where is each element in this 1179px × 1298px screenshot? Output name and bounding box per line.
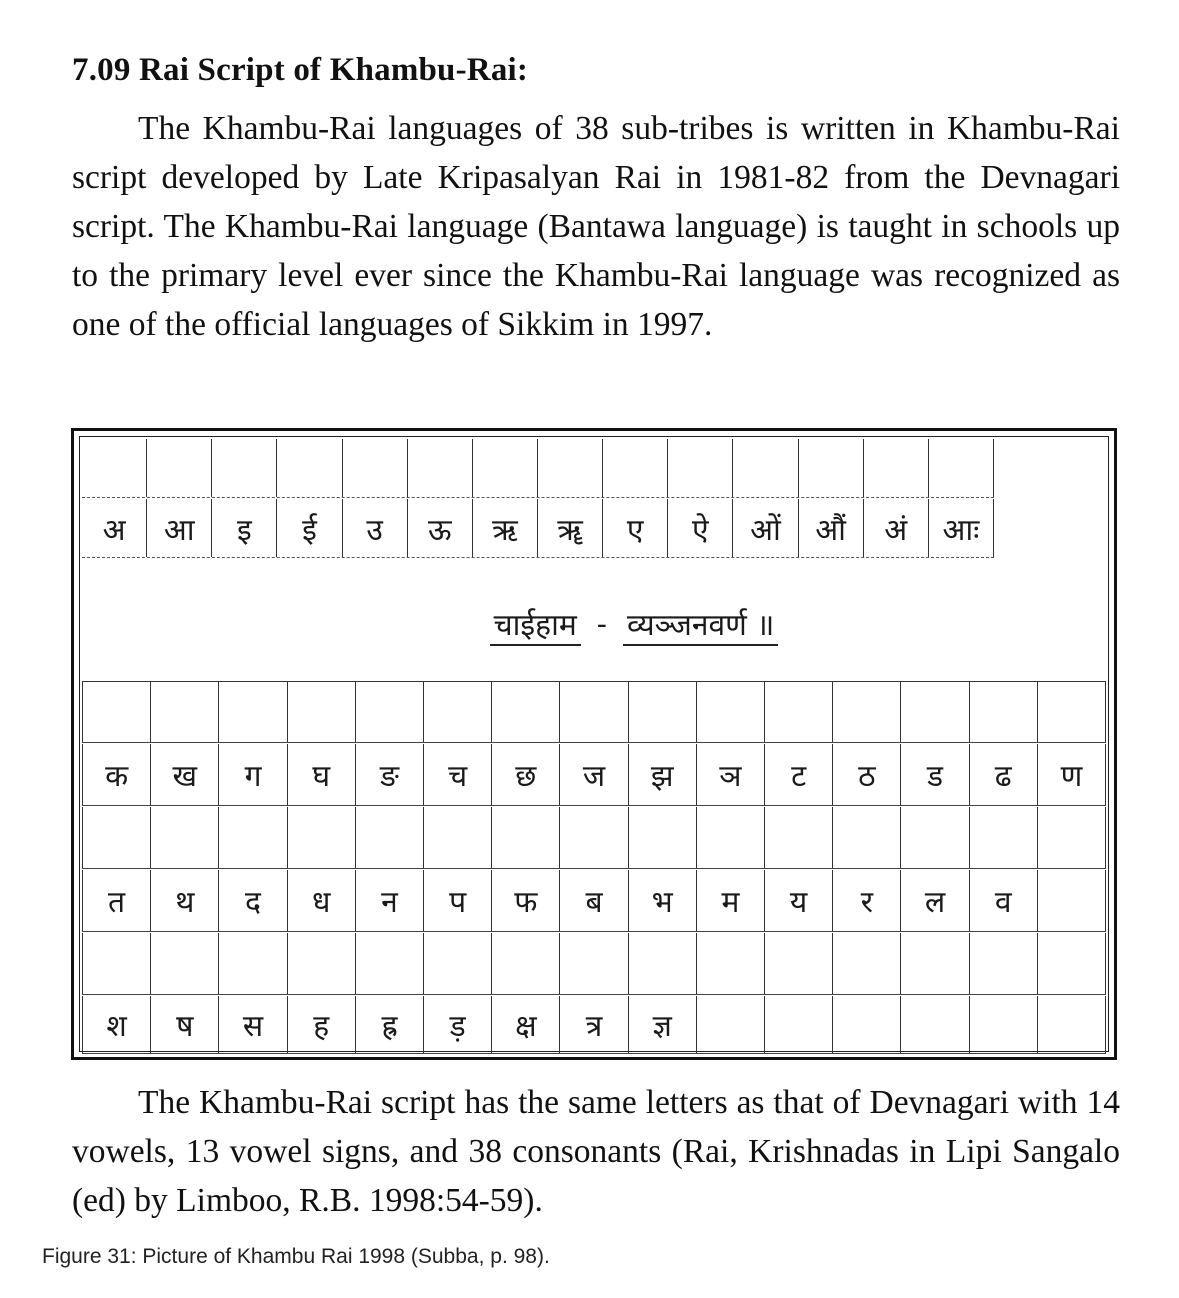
consonant-cell: भ (629, 870, 697, 932)
script-chart-image (71, 428, 1117, 1060)
consonant-cell: ट (765, 744, 833, 806)
consonant-cell: ब (560, 870, 628, 932)
consonant-cell (970, 933, 1038, 995)
consonant-cell (629, 807, 697, 869)
consonant-cell (151, 807, 219, 869)
consonant-cell (833, 933, 901, 995)
vowel-script-cell (277, 439, 342, 497)
consonant-cell (424, 681, 492, 743)
consonant-cell (1038, 870, 1106, 932)
consonant-cell: ड (901, 744, 969, 806)
consonant-cell (765, 681, 833, 743)
section-heading: 7.09 Rai Script of Khambu-Rai: (72, 52, 529, 88)
vowel-script-cell (343, 439, 408, 497)
vowel-script-cell (603, 439, 668, 497)
consonant-cell (288, 807, 356, 869)
vowel-devanagari-cell: औं (799, 499, 864, 557)
vowel-devanagari-cell: ओं (733, 499, 798, 557)
consonant-cell (833, 996, 901, 1054)
vowel-script-cell (538, 439, 603, 497)
consonant-cell (288, 933, 356, 995)
consonant-cell: द (219, 870, 287, 932)
consonant-cell: ज (560, 744, 628, 806)
consonant-cell (697, 933, 765, 995)
consonant-cell (901, 933, 969, 995)
consonant-row-1 (82, 681, 1106, 743)
figure-caption: Figure 31: Picture of Khambu Rai 1998 (Subba, p. 98). (42, 1245, 550, 1268)
consonant-cell: फ (492, 870, 560, 932)
chart-subheading (304, 589, 964, 659)
consonant-row-6 (82, 996, 1106, 1054)
vowel-script-cell (929, 439, 994, 497)
vowel-script-row (82, 439, 994, 498)
vowel-script-cell (147, 439, 212, 497)
intro-paragraph-text: The Khambu-Rai languages of 38 sub-tribes is written in Khambu-Rai script developed by Late Kripasalyan Rai in 1981-82 from the Devnagari script. The Khambu-Rai language (Bantawa language) is taught in schools up to the primary level ever since the Khambu-Rai language was recognized as one of the official languages of Sikkim in 1997. (72, 110, 1120, 343)
intro-paragraph (72, 104, 1120, 349)
consonant-cell (1038, 681, 1106, 743)
consonant-cell: ख (151, 744, 219, 806)
consonant-cell (151, 681, 219, 743)
consonant-cell: प (424, 870, 492, 932)
consonant-cell: ढ (970, 744, 1038, 806)
consonant-cell (560, 933, 628, 995)
consonant-cell: ण (1038, 744, 1106, 806)
consonant-cell (1038, 996, 1106, 1054)
consonant-cell (492, 681, 560, 743)
consonant-cell: घ (288, 744, 356, 806)
consonant-cell: ल (901, 870, 969, 932)
consonant-cell (82, 681, 151, 743)
consonant-cell: ह्र (356, 996, 424, 1054)
vowel-script-cell (864, 439, 929, 497)
consonant-cell: न (356, 870, 424, 932)
consonant-cell (492, 807, 560, 869)
consonant-cell: ग (219, 744, 287, 806)
consonant-cell: ठ (833, 744, 901, 806)
consonant-cell (219, 681, 287, 743)
consonant-cell (424, 807, 492, 869)
consonant-row-3 (82, 807, 1106, 869)
consonant-cell: र (833, 870, 901, 932)
chart-subheading-separator: - (596, 606, 607, 642)
consonant-cell (356, 807, 424, 869)
vowel-devanagari-cell: ऐ (668, 499, 733, 557)
vowel-devanagari-row (82, 499, 994, 558)
consonant-cell (765, 996, 833, 1054)
vowel-script-cell (799, 439, 864, 497)
consonant-cell (356, 933, 424, 995)
consonant-cell (219, 933, 287, 995)
consonant-cell: श (82, 996, 151, 1054)
consonant-cell (901, 681, 969, 743)
consonant-cell (560, 681, 628, 743)
vowel-devanagari-cell: आ (147, 499, 212, 557)
consonant-cell: स (219, 996, 287, 1054)
consonant-cell (901, 807, 969, 869)
vowel-devanagari-cell: अ (82, 499, 147, 557)
consonant-cell (424, 933, 492, 995)
consonant-cell (697, 996, 765, 1054)
consonant-cell: म (697, 870, 765, 932)
vowel-devanagari-cell: ई (277, 499, 342, 557)
consonant-cell: क्ष (492, 996, 560, 1054)
consonant-cell (492, 933, 560, 995)
consonant-cell (697, 681, 765, 743)
consonant-cell (356, 681, 424, 743)
consonant-cell: ष (151, 996, 219, 1054)
consonant-cell: व (970, 870, 1038, 932)
consonant-cell: थ (151, 870, 219, 932)
vowel-devanagari-cell: इ (212, 499, 277, 557)
vowel-devanagari-cell: उ (343, 499, 408, 557)
vowel-devanagari-cell: ऋ (473, 499, 538, 557)
chart-subheading-left: चाईहाम (490, 603, 581, 646)
consonant-cell: ङ (356, 744, 424, 806)
consonant-cell (901, 996, 969, 1054)
consonant-cell: क (82, 744, 151, 806)
consonant-cell: त (82, 870, 151, 932)
consonant-cell: ज्ञ (629, 996, 697, 1054)
consonant-cell (629, 933, 697, 995)
consonant-cell (833, 681, 901, 743)
vowel-script-cell (82, 439, 147, 497)
consonant-cell (1038, 933, 1106, 995)
consonant-cell (82, 807, 151, 869)
consonant-cell: छ (492, 744, 560, 806)
vowel-devanagari-cell: अं (864, 499, 929, 557)
vowel-script-cell (668, 439, 733, 497)
consonant-cell (970, 807, 1038, 869)
consonant-cell (629, 681, 697, 743)
vowel-script-cell (473, 439, 538, 497)
consonant-cell: ड़ (424, 996, 492, 1054)
consonant-row-2 (82, 744, 1106, 806)
summary-paragraph-text: The Khambu-Rai script has the same letters as that of Devnagari with 14 vowels, 13 vowel signs, and 38 consonants (Rai, Krishnadas in Lipi Sangalo (ed) by Limboo, R.B. 1998:54-59). (72, 1084, 1120, 1219)
consonant-cell (765, 807, 833, 869)
vowel-script-cell (408, 439, 473, 497)
consonant-cell (1038, 807, 1106, 869)
consonant-cell (970, 681, 1038, 743)
consonant-cell (697, 807, 765, 869)
consonant-cell: च (424, 744, 492, 806)
consonant-cell: झ (629, 744, 697, 806)
vowel-script-cell (733, 439, 798, 497)
consonant-cell (82, 933, 151, 995)
consonant-cell: त्र (560, 996, 628, 1054)
vowel-devanagari-cell: ॠ (538, 499, 603, 557)
vowel-devanagari-cell: ए (603, 499, 668, 557)
consonant-cell (151, 933, 219, 995)
consonant-cell: य (765, 870, 833, 932)
vowel-devanagari-cell: आः (929, 499, 994, 557)
consonant-cell (833, 807, 901, 869)
consonant-cell (288, 681, 356, 743)
consonant-cell (765, 933, 833, 995)
consonant-cell: ञ (697, 744, 765, 806)
consonant-row-4 (82, 870, 1106, 932)
summary-paragraph (72, 1078, 1120, 1225)
consonant-row-5 (82, 933, 1106, 995)
chart-subheading-right: व्यञ्जनवर्ण ॥ (623, 603, 778, 646)
vowel-script-cell (212, 439, 277, 497)
consonant-cell (970, 996, 1038, 1054)
consonant-cell: ह (288, 996, 356, 1054)
consonant-cell: ध (288, 870, 356, 932)
consonant-cell (560, 807, 628, 869)
consonant-cell (219, 807, 287, 869)
vowel-devanagari-cell: ऊ (408, 499, 473, 557)
